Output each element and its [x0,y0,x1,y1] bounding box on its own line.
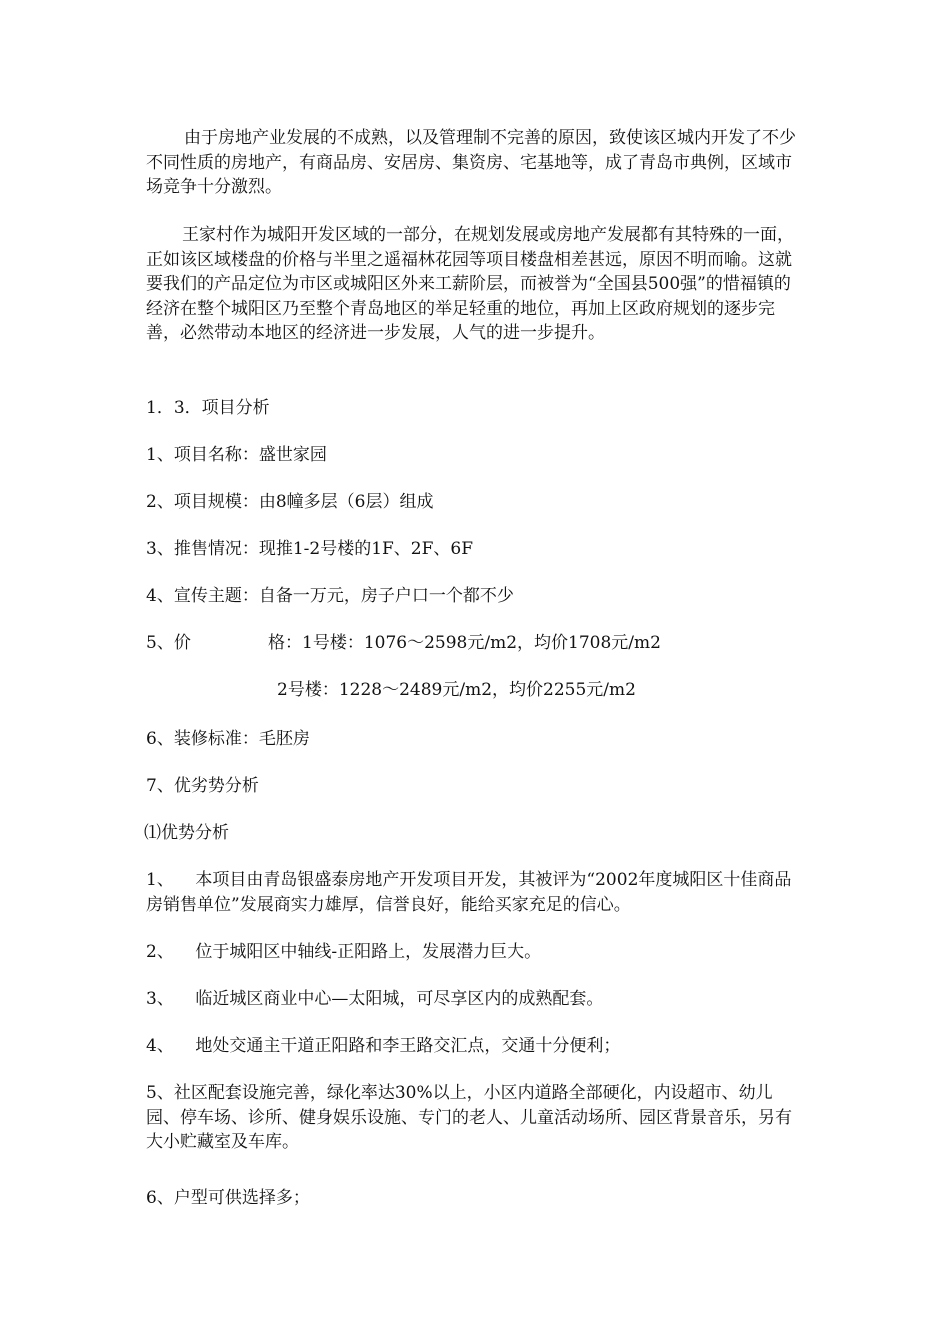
advantage-item: 4、 地处交通主干道正阳路和李王路交汇点，交通十分便利； [146,1036,621,1056]
intro-paragraph-1: 由于房地产业发展的不成熟，以及管理制不完善的原因，致使该区城内开发了不少不同性质的房地产，有商品房、安居房、集资房、宅基地等，成了青岛市典例，区域市场竞争十分激烈。 [146,128,796,197]
decoration-standard-item: 6、装修标准：毛胚房 [146,729,310,749]
advantage-subheading: ⑴优势分析 [144,823,229,843]
advantage-item: 1、 本项目由青岛银盛泰房地产开发项目开发，其被评为“2002年度城阳区十佳商品房销售单位”发展商实力雄厚，信誉良好，能给买家充足的信心。 [146,870,792,915]
price-label: 5、价 [146,633,191,653]
section-heading: 1．3．项目分析 [146,398,270,418]
advantage-item: 6、户型可供选择多； [146,1188,310,1208]
advantage-item: 3、 临近城区商业中心—太阳城，可尽享区内的成熟配套。 [146,989,604,1009]
advantage-item: 5、社区配套设施完善，绿化率达30%以上，小区内道路全部硬化，内设超市、幼儿园、停车场、诊所、健身娱乐设施、专门的老人、儿童活动场所、园区背景音乐，另有大小贮藏室及车库。 [146,1083,792,1152]
project-scale-item: 2、项目规模：由8幢多层（6层）组成 [146,492,434,512]
price-building-1: 格：1号楼：1076～2598元/m2，均价1708元/m2 [268,633,661,653]
intro-paragraph-2: 王家村作为城阳开发区域的一部分，在规划发展或房地产发展都有其特殊的一面，正如该区域楼盘的价格与半里之遥福林花园等项目楼盘相差甚远，原因不明而喻。这就要我们的产品定位为市区或城阳区外来工薪阶层，而被誉为“全国县500强”的惜福镇的经济在整个城阳区乃至整个青岛地区的举足轻重的地位，再加上区政府规划的逐步完善，必然带动本地区的经济进一步发展，人气的进一步提升。 [146,225,794,343]
advantage-item: 2、 位于城阳区中轴线-正阳路上，发展潜力巨大。 [146,942,542,962]
sales-status-item: 3、推售情况：现推1-2号楼的1F、2F、6F [146,539,474,559]
promotion-theme-item: 4、宣传主题：自备一万元，房子户口一个都不少 [146,586,514,606]
swot-item: 7、优劣势分析 [146,776,259,796]
project-name-item: 1、项目名称：盛世家园 [146,445,327,465]
price-building-2: 2号楼：1228～2489元/m2，均价2255元/m2 [277,680,636,700]
